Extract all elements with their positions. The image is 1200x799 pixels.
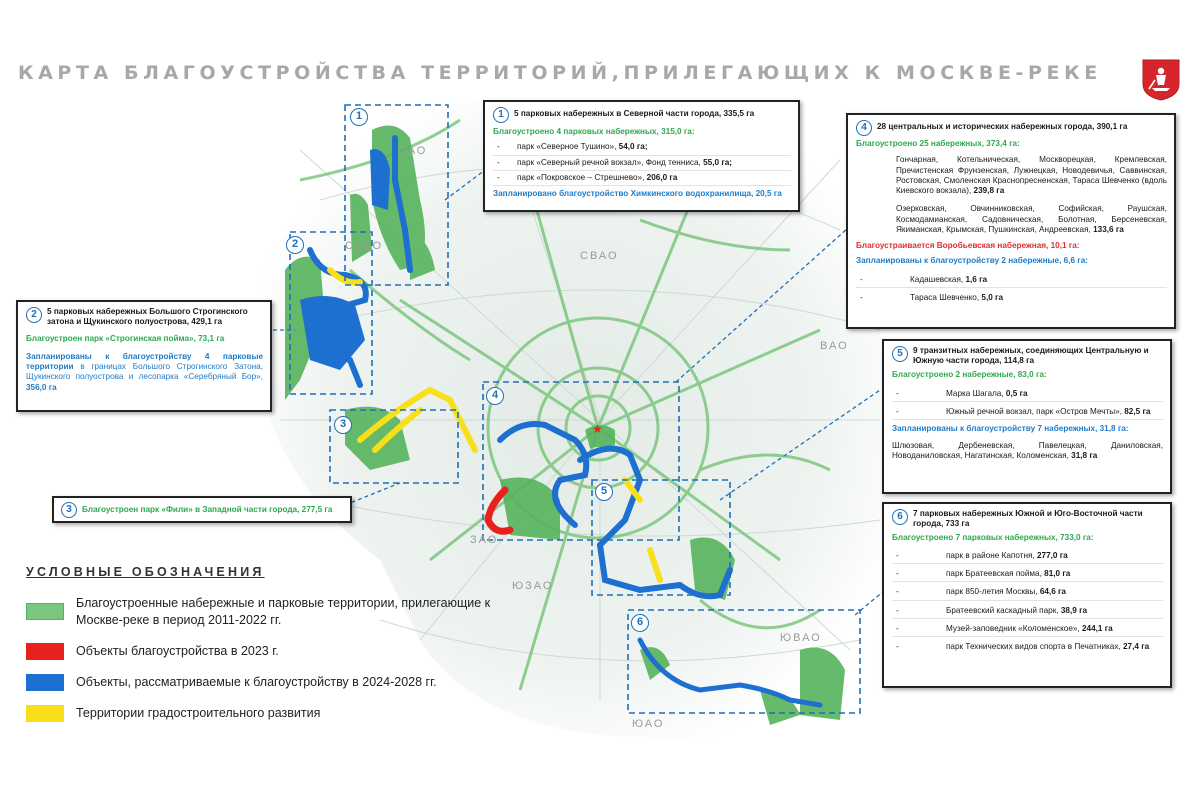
region-number-6: 6 [631, 614, 649, 632]
region-number: 6 [892, 509, 908, 525]
legend-swatch-yellow [26, 705, 64, 722]
callout-header [61, 502, 343, 518]
legend-label: Объекты благоустройства в 2023 г. [76, 643, 279, 658]
completed-summary: Благоустроен парк «Строгинская пойма», 73,1 га [26, 333, 225, 343]
planned-summary: Запланировано благоустройство Химкинского водохранилища, 20,5 га [493, 189, 782, 198]
embankments-list: Шлюзовая, Дербеневская, Павелецкая, Даниловская, Новоданиловская, Нагатинская, Коломенская, 31,8 га [892, 440, 1163, 460]
callout-title: 5 парковых набережных в Северной части города, 335,5 га [514, 109, 755, 118]
completed-summary: Благоустроено 4 парковых набережных, 315,0 га: [493, 127, 695, 136]
district-label: СЗАО [345, 240, 384, 252]
kremlin-star-icon: ★ [592, 422, 603, 436]
planned-summary: Запланированы к благоустройству 7 набережных, 31,8 га: [892, 424, 1129, 434]
legend-item-red [26, 643, 496, 660]
legend-item-yellow [26, 705, 496, 722]
legend-label: Благоустроенные набережные и парковые территории, прилегающие к Москве-реке в период 2011-2022 гг. [76, 596, 491, 627]
callout-title: 9 транзитных набережных, соединяющих Центральную и Южную части города, 114,8 га [913, 346, 1149, 366]
callout-header [26, 307, 263, 328]
completed-summary: Благоустроено 7 парковых набережных, 733,0 га: [892, 532, 1094, 542]
planned-summary: Запланированы к благоустройству 4 парковые территории в границах Большого Строгинского Затона, Щукинского полуострова и лесопарка «Серебряный Бор», 356,0 га [26, 351, 263, 392]
planned-summary: Запланированы к благоустройству 2 набережные, 6,6 га: [856, 256, 1088, 266]
callout-region-1 [483, 100, 800, 212]
callout-region-5 [882, 339, 1172, 494]
region-number: 5 [892, 346, 908, 362]
region-number-4: 4 [486, 387, 504, 405]
legend-swatch-green [26, 603, 64, 620]
legend-label: Территории градостроительного развития [76, 705, 321, 720]
legend-title: УСЛОВНЫЕ ОБОЗНАЧЕНИЯ [26, 565, 265, 579]
region-number-5: 5 [595, 483, 613, 501]
list-item: - Южный речной вокзал, парк «Остров Мечты», 82,5 га [892, 402, 1163, 420]
list-item: - парк «Покровское – Стрешнево», 206,0 га [493, 171, 791, 186]
legend-label: Объекты, рассматриваемые к благоустройству в 2024-2028 гг. [76, 674, 437, 689]
legend-swatch-blue [26, 674, 64, 691]
callout-region-2 [16, 300, 272, 412]
list-item: - Марка Шагала, 0,5 га [892, 384, 1163, 402]
district-label: ЮЗАО [512, 580, 554, 592]
list-item: - парк Братеевская пойма, 81,0 га [892, 564, 1163, 582]
callout-region-3 [52, 496, 352, 523]
legend-swatch-red [26, 643, 64, 660]
callout-header [892, 509, 1163, 530]
region-number-3: 3 [334, 416, 352, 434]
page-title: КАРТА БЛАГОУСТРОЙСТВА ТЕРРИТОРИЙ,ПРИЛЕГАЮЩИХ К МОСКВЕ-РЕКЕ [18, 62, 1102, 84]
callout-region-6 [882, 502, 1172, 688]
callout-title: Благоустроен парк «Фили» в Западной части города, 277,5 га [82, 504, 333, 514]
region-number-2: 2 [286, 236, 304, 254]
list-item: - парк 850-летия Москвы, 64,6 га [892, 582, 1163, 600]
list-item: - Тараса Шевченко, 5,0 га [860, 292, 1004, 302]
district-label: ЮАО [632, 718, 665, 730]
in-progress-summary: Благоустраивается Воробьевская набережная, 10,1 га: [856, 241, 1080, 250]
completed-summary: Благоустроено 2 набережные, 83,0 га: [892, 369, 1047, 379]
list-item: - Кадашевская, 1,6 га [856, 270, 1167, 288]
callout-title: 5 парковых набережных Большого Строгинского затона и Щукинского полуострова, 429,1 га [47, 307, 248, 327]
region-number-1: 1 [350, 108, 368, 126]
district-label: ЮВАО [780, 632, 822, 644]
region-number: 3 [61, 502, 77, 518]
callout-title: 7 парковых набережных Южной и Юго-Восточной части города, 733 га [913, 509, 1143, 529]
list-item: - парк в районе Капотня, 277,0 га [892, 546, 1163, 564]
district-label: СВАО [580, 250, 619, 262]
callout-header [892, 346, 1163, 367]
region-number: 2 [26, 307, 42, 323]
region-number: 1 [493, 107, 509, 123]
callout-title: 28 центральных и исторических набережных города, 390,1 га [877, 122, 1128, 131]
moscow-coat-of-arms-icon [1141, 58, 1181, 102]
legend-item-blue [26, 674, 496, 691]
callout-header [856, 120, 1167, 136]
embankments-list-2: Озерковская, Овчинниковская, Софийская, Раушская, Космодамианская, Садовническая, Болотная, Берсеневская, Якиманская, Крымская, Пушкинская, Андреевская, 133,6 га [896, 204, 1167, 234]
region-number: 4 [856, 120, 872, 136]
map-legend [26, 565, 496, 736]
list-item: - парк «Северный речной вокзал», Фонд тенниса, 55,0 га; [493, 156, 791, 171]
callout-region-4 [846, 113, 1176, 329]
district-label: ЗАО [470, 534, 499, 546]
list-item: - Музей-заповедник «Коломенское», 244,1 га [892, 619, 1163, 637]
completed-summary: Благоустроено 25 набережных, 373,4 га: [856, 139, 1020, 148]
embankments-list-1: Гончарная, Котельническая, Москворецкая, Кремлевская, Пречистенская Фрунзенская, Лужнецкая, Новодевичья, Саввинская, Ростовская, Смоленская Краснопресненская, Тараса Шевченко (вдоль Киевского вокзала), 239,8 га [896, 155, 1167, 195]
list-item: - парк «Северное Тушино», 54,0 га; [493, 140, 791, 155]
legend-item-green [26, 595, 496, 629]
district-label: ВАО [820, 340, 849, 352]
list-item: - Братеевский каскадный парк, 38,9 га [892, 601, 1163, 619]
callout-header [493, 107, 791, 123]
list-item: - парк Технических видов спорта в Печатниках, 27,4 га [896, 642, 1150, 651]
district-label: САО [398, 145, 428, 157]
